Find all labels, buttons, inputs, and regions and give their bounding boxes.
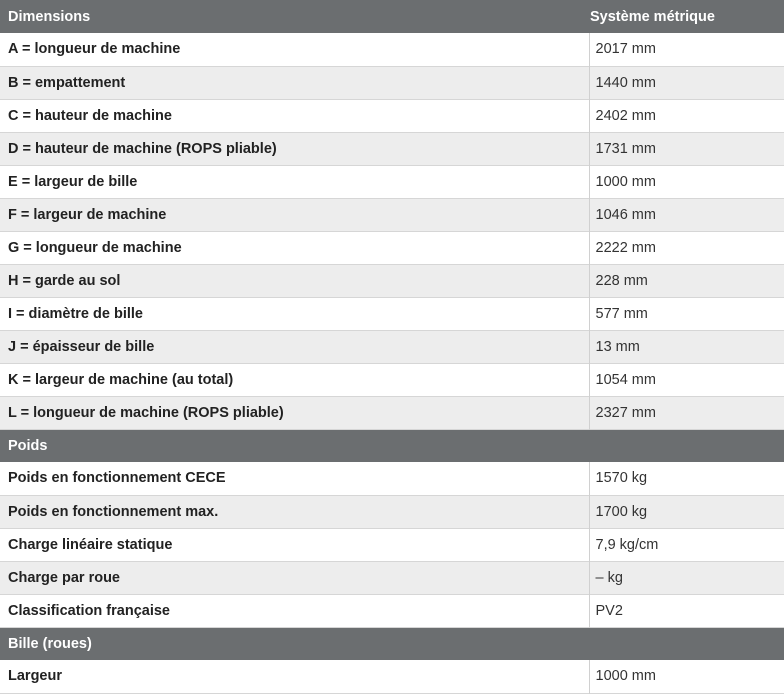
metric-system-header: Système métrique (590, 8, 715, 25)
table-row (0, 132, 784, 165)
table-row (0, 99, 784, 132)
row-value: 2402 mm (589, 99, 784, 132)
row-label: D = hauteur de machine (ROPS pliable) (8, 140, 277, 157)
row-value: 577 mm (589, 297, 784, 330)
row-value: 2222 mm (589, 231, 784, 264)
table-row (0, 363, 784, 396)
table-row (0, 396, 784, 429)
row-value: 228 mm (589, 264, 784, 297)
row-label: Poids en fonctionnement max. (8, 503, 219, 520)
table-row (0, 33, 784, 66)
row-value: 2017 mm (589, 33, 784, 66)
table-row (0, 297, 784, 330)
row-value: 2327 mm (589, 396, 784, 429)
row-value: 7,9 kg/cm (589, 528, 784, 561)
row-label: A = longueur de machine (8, 41, 181, 58)
table-row (0, 594, 784, 627)
row-label: C = hauteur de machine (8, 107, 172, 124)
table-row (0, 330, 784, 363)
table-row (0, 264, 784, 297)
table-row (0, 660, 784, 693)
row-value: 13 mm (589, 330, 784, 363)
row-value: – kg (589, 561, 784, 594)
row-value: 1570 kg (589, 462, 784, 495)
row-value: 1000 mm (589, 660, 784, 693)
dimensions-header: Dimensions (8, 8, 91, 25)
row-value: 1046 mm (589, 198, 784, 231)
table-row (0, 231, 784, 264)
row-value: 1054 mm (589, 363, 784, 396)
row-label: Charge par roue (8, 569, 120, 586)
row-value: 1440 mm (589, 66, 784, 99)
table-row (0, 165, 784, 198)
table-row (0, 198, 784, 231)
row-label: Charge linéaire statique (8, 536, 173, 553)
row-value: 1000 mm (589, 165, 784, 198)
row-label: F = largeur de machine (8, 206, 167, 223)
table-row (0, 462, 784, 495)
table-row (0, 66, 784, 99)
row-value: 1731 mm (589, 132, 784, 165)
row-label: J = épaisseur de bille (8, 338, 155, 355)
section-header-spacer (589, 429, 784, 462)
row-label: K = largeur de machine (au total) (8, 371, 234, 388)
section-title: Poids (8, 437, 48, 454)
row-value: 1700 kg (589, 495, 784, 528)
row-label: Largeur (8, 668, 62, 685)
table-row (0, 561, 784, 594)
row-label: L = longueur de machine (ROPS pliable) (8, 404, 284, 421)
row-label: Poids en fonctionnement CECE (8, 470, 226, 487)
table-row (0, 495, 784, 528)
section-title: Bille (roues) (8, 635, 92, 652)
row-label: H = garde au sol (8, 272, 121, 289)
table-header-row (0, 0, 784, 33)
row-value: PV2 (589, 594, 784, 627)
row-label: G = longueur de machine (8, 239, 182, 256)
row-label: Classification française (8, 602, 170, 619)
row-label: B = empattement (8, 74, 126, 91)
row-label: E = largeur de bille (8, 173, 138, 190)
table-row (0, 528, 784, 561)
row-label: I = diamètre de bille (8, 305, 143, 322)
section-header-spacer (589, 627, 784, 660)
section-header-poids (0, 429, 784, 462)
section-header-bille (0, 627, 784, 660)
